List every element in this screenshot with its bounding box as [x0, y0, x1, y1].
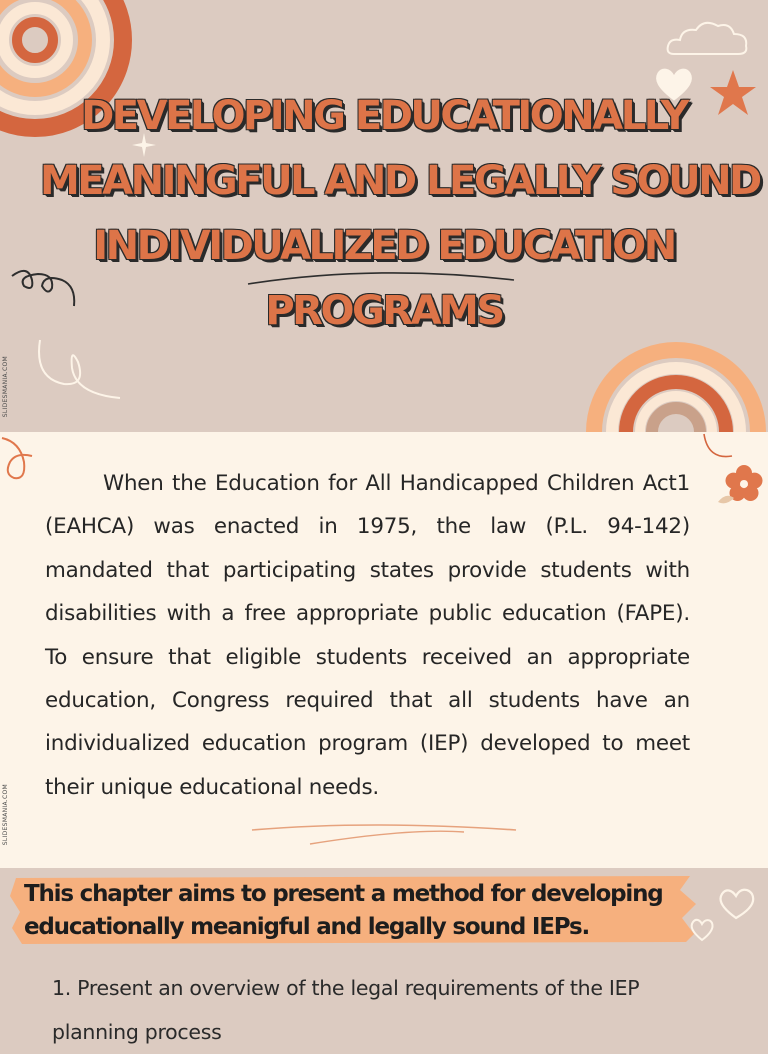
body-paragraph: When the Education for All Handicapped Children Act1 (EAHCA) was enacted in 1975, the law (P.L. 94-142) mandated that participating states provide students with disabilities with a free appropriate public education (FAPE). To ensure that eligible students received an appropriate education, Congress required that all students have an individualized education program (IEP) developed to meet their unique educational needs.	[45, 471, 690, 800]
watermark: SLIDESMANIA.COM	[2, 784, 9, 846]
highlight-banner	[10, 874, 698, 944]
title-line-4: PROGRAMS	[265, 288, 503, 334]
content-slide	[0, 432, 768, 868]
objectives-slide	[0, 868, 768, 1044]
title-line-1: DEVELOPING EDUCATIONALLY	[81, 93, 687, 139]
slide-title	[40, 84, 760, 344]
title-slide	[0, 0, 768, 432]
watermark: SLIDESMANIA.COM	[2, 356, 9, 418]
banner-text: This chapter aims to present a method for developing educationally meanigful and legally sound IEPs.	[24, 881, 663, 940]
scribble-underline-decoration	[250, 820, 520, 850]
title-line-3: INDIVIDUALIZED EDUCATION	[93, 223, 675, 269]
loop-decoration-orange	[0, 432, 40, 492]
cloud-icon	[664, 14, 754, 64]
hearts-icon	[688, 878, 758, 948]
loop-decoration	[34, 338, 124, 408]
objective-list-item-1: 1. Present an overview of the legal requirements of the IEP planning process	[52, 976, 640, 1044]
title-line-2: MEANINGFUL AND LEGALLY SOUND	[40, 158, 760, 204]
flower-icon	[698, 432, 768, 512]
